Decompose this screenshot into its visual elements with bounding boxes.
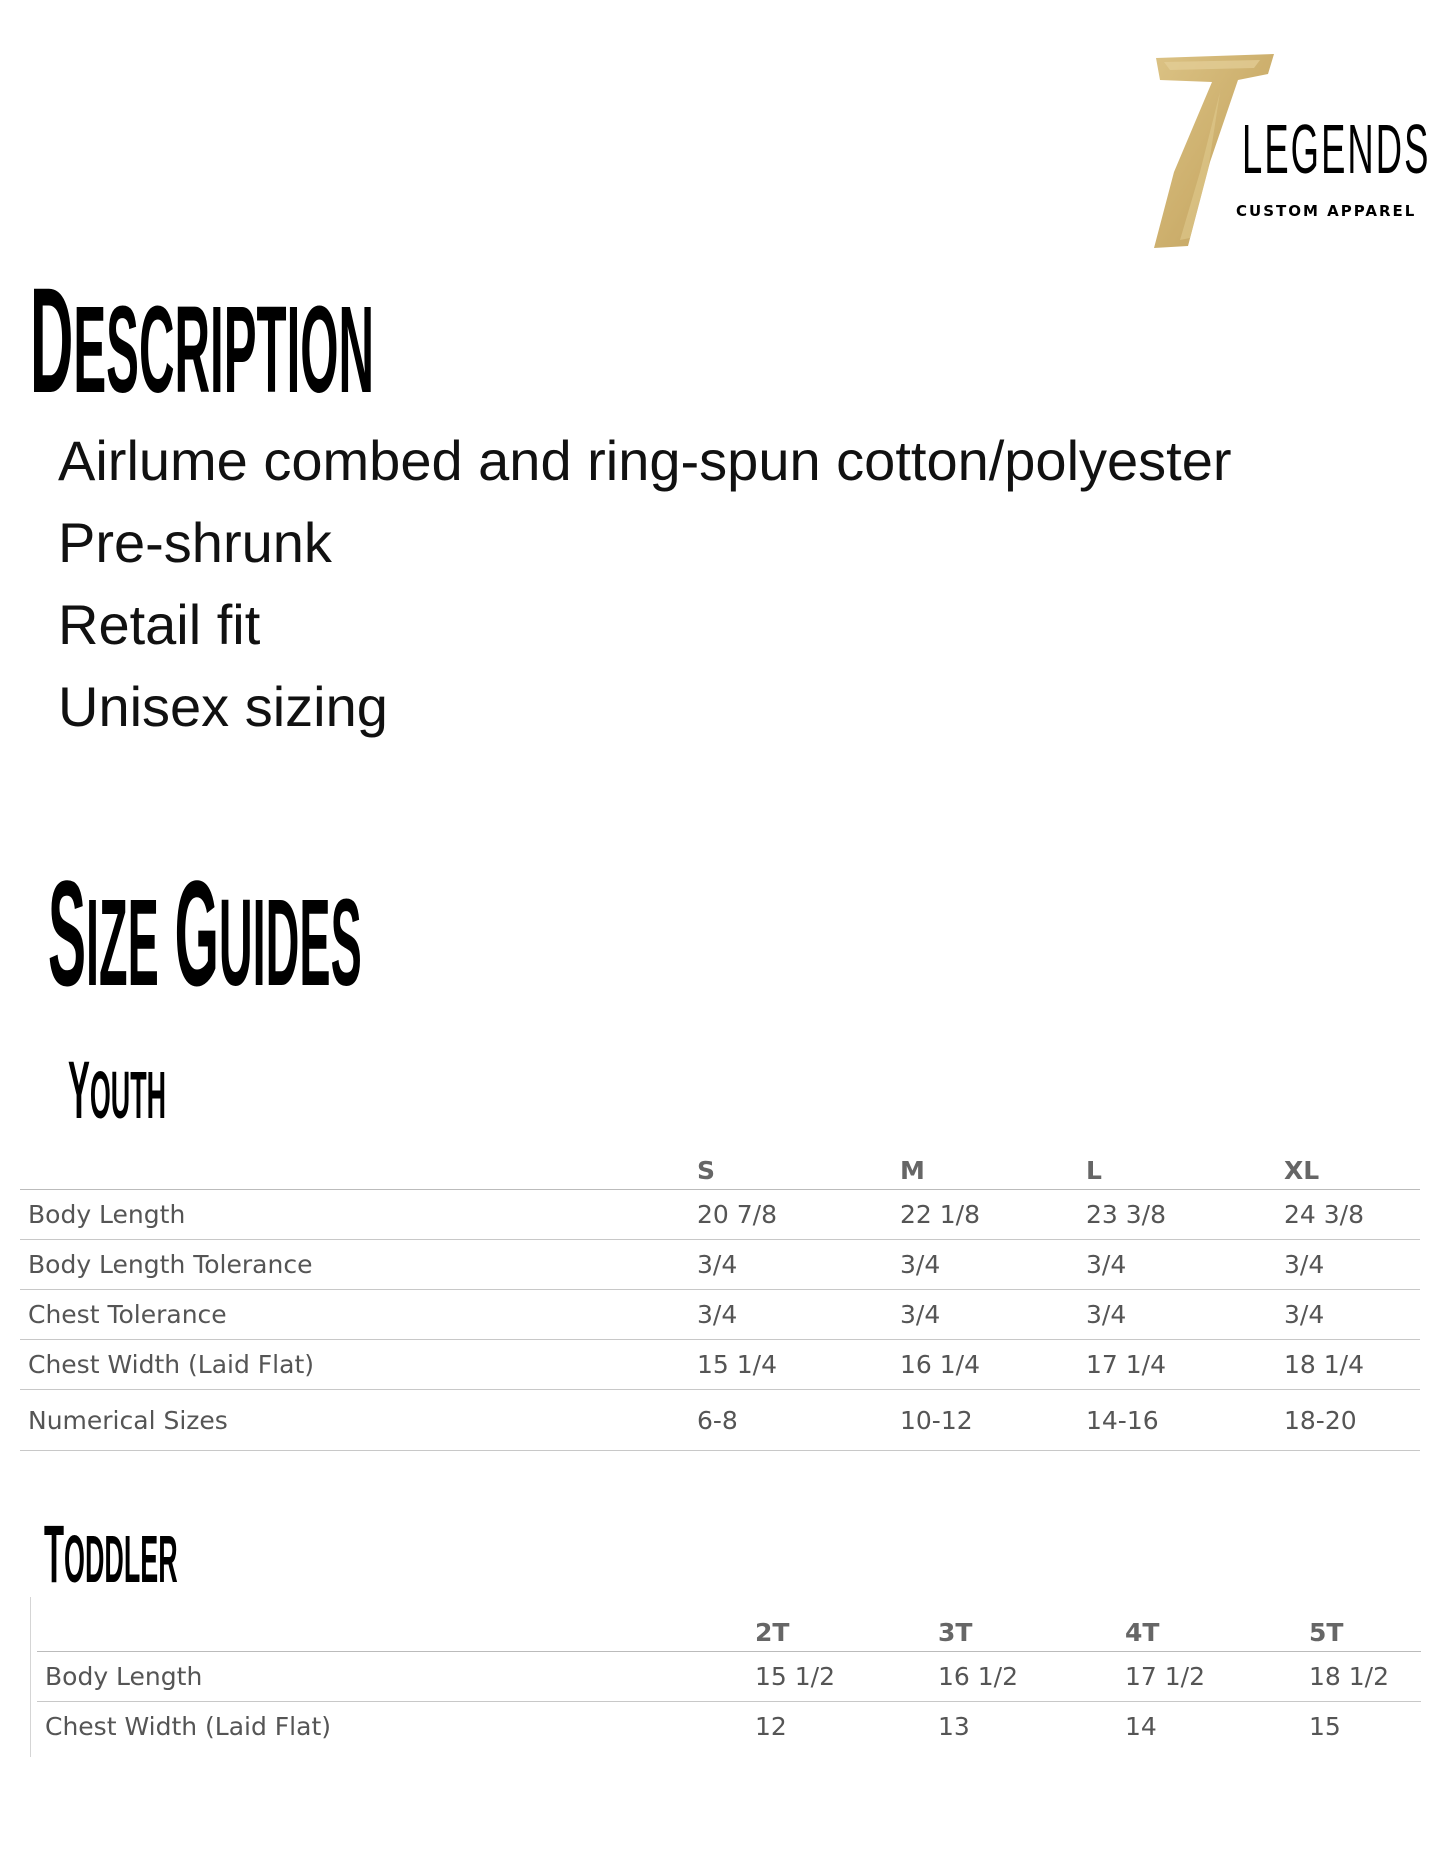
table-cell: 15 1/4 — [697, 1340, 900, 1390]
table-header-blank — [20, 1135, 697, 1190]
table-cell: 22 1/8 — [900, 1190, 1086, 1240]
table-cell: 3/4 — [1284, 1290, 1420, 1340]
table-cell: 18 1/4 — [1284, 1340, 1420, 1390]
table-cell: 3/4 — [697, 1240, 900, 1290]
size-guides-heading: SIZE GUIDES — [48, 849, 362, 1017]
table-cell: 15 — [1309, 1712, 1341, 1741]
column-header: XL — [1284, 1135, 1420, 1190]
logo-subtitle: CUSTOM APPAREL — [1236, 202, 1417, 220]
toddler-heading: TODDLER — [44, 1509, 178, 1600]
table-cell: 10-12 — [900, 1390, 1086, 1451]
column-header: 4T — [1125, 1597, 1309, 1652]
table-cell: 16 1/2 — [938, 1652, 1125, 1702]
youth-heading: YOUTH — [68, 1045, 167, 1136]
table-row — [20, 1390, 1420, 1451]
table-header-row — [20, 1135, 1420, 1190]
table-cell: 18 1/2 — [1309, 1652, 1421, 1702]
toddler-table-container — [30, 1597, 1421, 1757]
column-header: L — [1086, 1135, 1284, 1190]
column-header: 2T — [755, 1597, 938, 1652]
table-row — [37, 1652, 1421, 1702]
logo-wordmark: LEGENDS — [1242, 110, 1431, 188]
table-cell: 17 1/4 — [1086, 1340, 1284, 1390]
table-cell: 6-8 — [697, 1390, 900, 1451]
table-header-row — [37, 1597, 1421, 1652]
table-cell: 13 — [938, 1712, 970, 1741]
row-label: Numerical Sizes — [20, 1390, 697, 1451]
table-row — [20, 1290, 1420, 1340]
column-header: M — [900, 1135, 1086, 1190]
table-cell: 3/4 — [1086, 1240, 1284, 1290]
table-cell: 17 1/2 — [1125, 1652, 1309, 1702]
youth-size-table — [20, 1135, 1420, 1451]
table-cell: 23 3/8 — [1086, 1190, 1284, 1240]
table-cell: 3/4 — [900, 1240, 1086, 1290]
table-cell: 3/4 — [1086, 1290, 1284, 1340]
table-row — [20, 1240, 1420, 1290]
row-label: Body Length — [37, 1652, 755, 1702]
description-heading: DESCRIPTION — [30, 256, 375, 424]
description-list — [58, 420, 1232, 748]
table-cell: 3/4 — [697, 1290, 900, 1340]
column-header: 3T — [938, 1597, 1125, 1652]
description-item: Airlume combed and ring-spun cotton/polyester — [58, 429, 1232, 492]
column-header: 5T — [1309, 1597, 1421, 1652]
table-row — [37, 1702, 1421, 1752]
table-cell: 16 1/4 — [900, 1340, 1086, 1390]
toddler-size-table — [37, 1597, 1421, 1751]
brand-logo — [1150, 52, 1432, 252]
table-cell: 14 — [1125, 1712, 1157, 1741]
column-header: S — [697, 1135, 900, 1190]
table-cell: 15 1/2 — [755, 1652, 938, 1702]
table-cell: 12 — [755, 1712, 787, 1741]
table-header-blank — [37, 1597, 755, 1652]
description-item: Retail fit — [58, 593, 261, 656]
row-label: Body Length — [20, 1190, 697, 1240]
row-label: Body Length Tolerance — [20, 1240, 697, 1290]
description-item: Unisex sizing — [58, 675, 388, 738]
row-label: Chest Width (Laid Flat) — [20, 1340, 697, 1390]
table-cell: 3/4 — [1284, 1240, 1420, 1290]
table-cell: 20 7/8 — [697, 1190, 900, 1240]
row-label: Chest Tolerance — [20, 1290, 697, 1340]
table-cell: 3/4 — [900, 1290, 1086, 1340]
row-label: Chest Width (Laid Flat) — [45, 1712, 331, 1741]
description-item: Pre-shrunk — [58, 511, 332, 574]
table-cell: 24 3/8 — [1284, 1190, 1420, 1240]
table-row — [20, 1340, 1420, 1390]
table-cell: 14-16 — [1086, 1390, 1284, 1451]
table-cell: 18-20 — [1284, 1390, 1420, 1451]
table-row — [20, 1190, 1420, 1240]
